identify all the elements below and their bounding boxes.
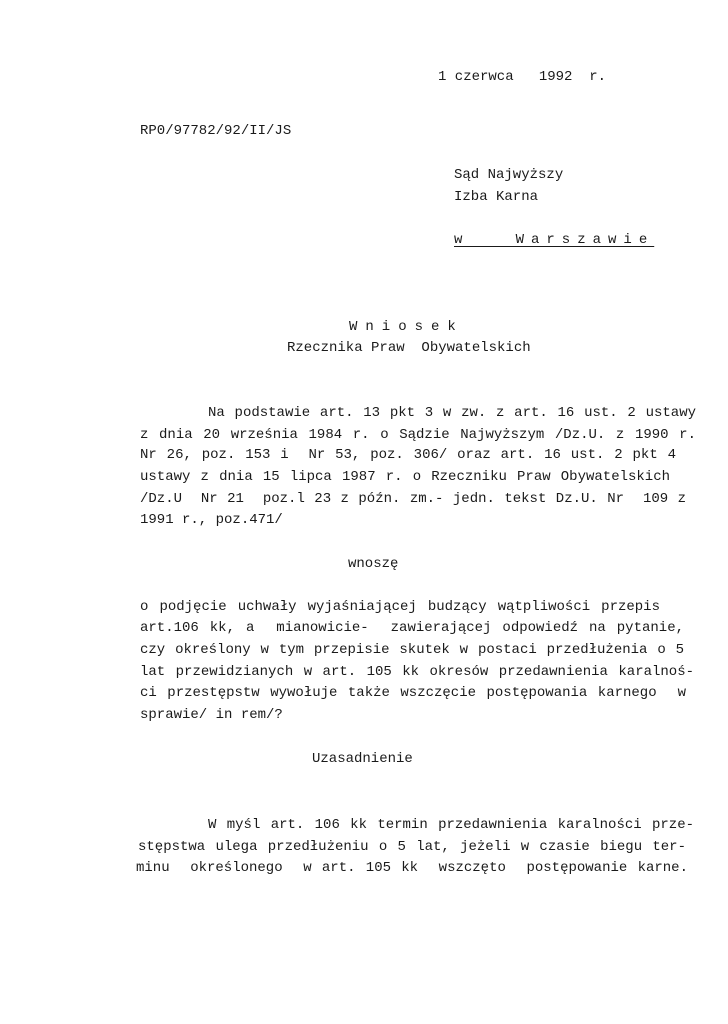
- paragraph-line: Nr 26, poz. 153 i Nr 53, poz. 306/ oraz art. 16 ust. 2 pkt 4: [140, 447, 676, 463]
- paragraph-line: z dnia 20 września 1984 r. o Sądzie Najwyższym /Dz.U. z 1990 r.: [140, 427, 696, 443]
- paragraph-line: o podjęcie uchwały wyjaśniającej budzący wątpliwości przepis: [140, 599, 660, 615]
- justification-heading: Uzasadnienie: [312, 751, 413, 767]
- paragraph-line: W myśl art. 106 kk termin przedawnienia karalności prze-: [208, 817, 694, 833]
- request-word: wnoszę: [348, 556, 399, 572]
- paragraph-line: czy określony w tym przepisie skutek w postaci przedłużenia o 5: [140, 642, 684, 658]
- addressee-line-1: Sąd Najwyższy: [454, 167, 564, 183]
- paragraph-line: 1991 r., poz.471/: [140, 512, 283, 528]
- reference-number: RP0/97782/92/II/JS: [140, 123, 292, 139]
- addressee-city: w Warszawie: [454, 232, 655, 248]
- paragraph-line: lat przewidzianych w art. 105 kk okresów przedawnienia karalnoś-: [140, 664, 694, 680]
- document-title: Wniosek: [349, 319, 464, 335]
- paragraph-line: stępstwa ulega przedłużeniu o 5 lat, jeżeli w czasie biegu ter-: [138, 839, 686, 855]
- document-subtitle: Rzecznika Praw Obywatelskich: [287, 340, 531, 356]
- paragraph-line: ci przestępstw wywołuje także wszczęcie postępowania karnego w: [140, 685, 686, 701]
- paragraph-line: minu określonego w art. 105 kk wszczęto postępowanie karne.: [136, 860, 688, 876]
- addressee-line-2: Izba Karna: [454, 189, 539, 205]
- paragraph-line: art.106 kk, a mianowicie- zawierającej odpowiedź na pytanie,: [140, 620, 684, 636]
- paragraph-line: ustawy z dnia 15 lipca 1987 r. o Rzeczniku Praw Obywatelskich: [140, 469, 670, 485]
- document-date: 1 czerwca 1992 r.: [438, 69, 607, 85]
- paragraph-line: Na podstawie art. 13 pkt 3 w zw. z art. 16 ust. 2 ustawy: [208, 405, 696, 421]
- paragraph-line: /Dz.U Nr 21 poz.l 23 z późn. zm.- jedn. tekst Dz.U. Nr 109 z: [140, 491, 686, 507]
- paragraph-line: sprawie/ in rem/?: [140, 707, 283, 723]
